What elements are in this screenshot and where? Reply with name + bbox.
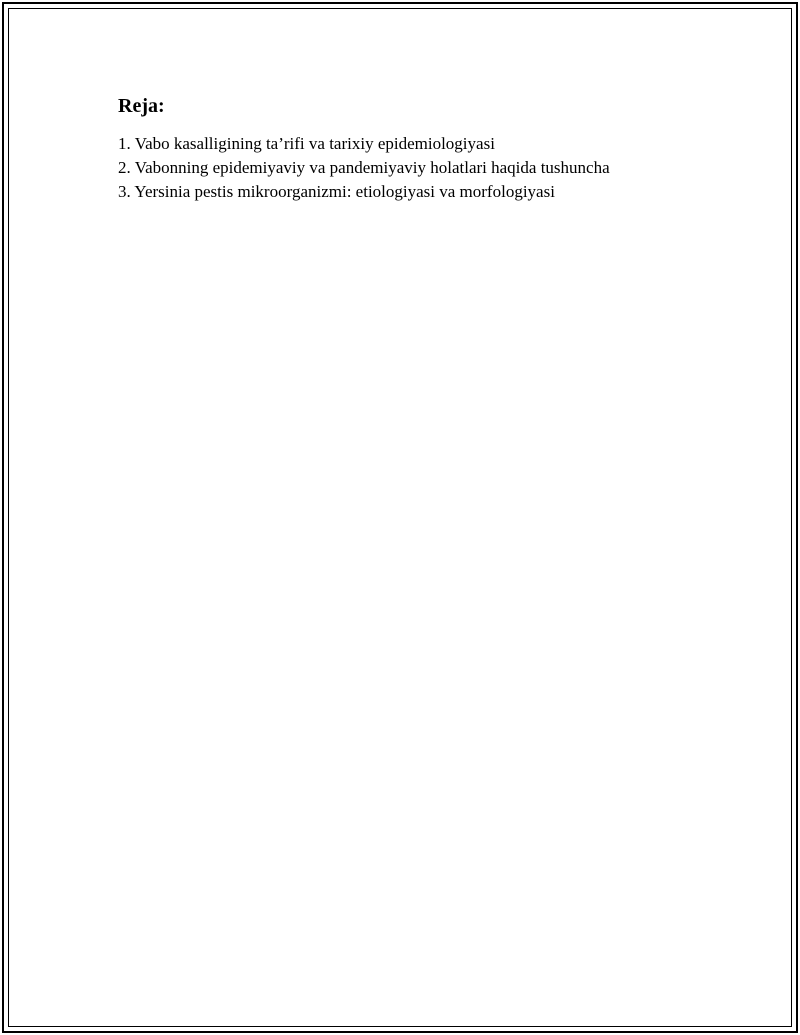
plan-item-1: 1. Vabo kasalligining ta’rifi va tarixiy epidemiologiyasi xyxy=(118,134,495,153)
plan-item-2: 2. Vabonning epidemiyaviy va pandemiyaviy holatlari haqida tushuncha xyxy=(118,158,610,177)
plan-list xyxy=(118,132,718,204)
plan-heading: Reja: xyxy=(118,95,165,117)
plan-item-3: 3. Yersinia pestis mikroorganizmi: etiologiyasi va morfologiyasi xyxy=(118,182,555,201)
document-body xyxy=(118,92,718,204)
